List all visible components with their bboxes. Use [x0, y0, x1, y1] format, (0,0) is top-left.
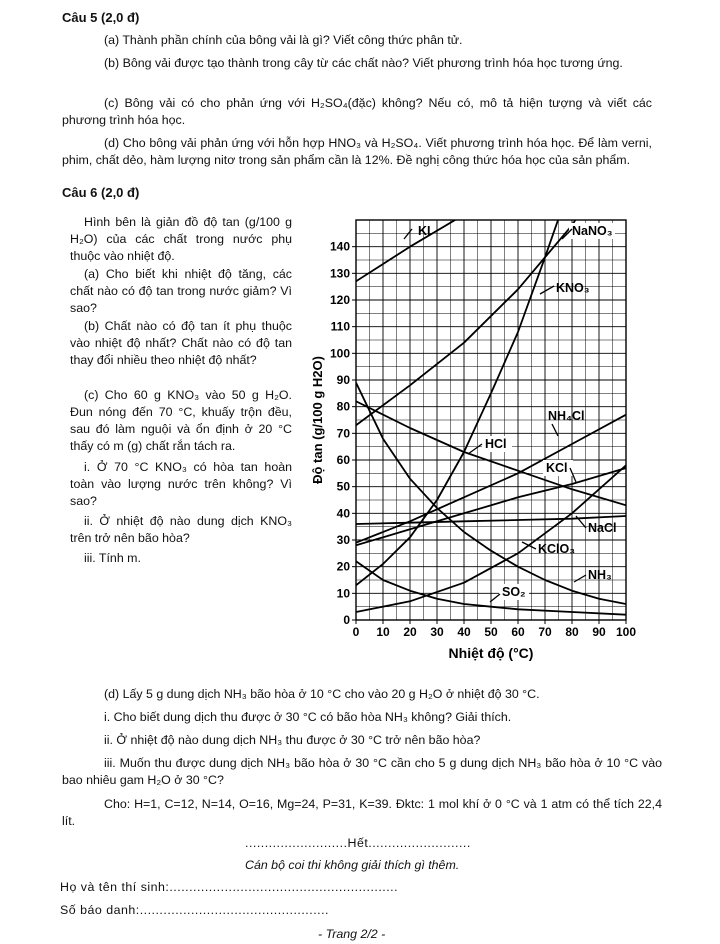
- series-hcl-pointer: [468, 444, 482, 454]
- q6-part-c-ii: ii. Ở nhiệt độ nào dung dịch KNO₃ trên trở nên bão hòa?: [70, 514, 292, 545]
- x-tick-label: 40: [457, 625, 471, 639]
- series-nh3-label: NH₃: [588, 568, 612, 582]
- q5-part-d: (d) Cho bông vải phản ứng với hỗn hợp HNO₃ và H₂SO₄. Viết phương trình hóa học. Để làm verni, phim, chất dẻo, hàm lượng nitơ trong sản phẩm cần là 12%. Đề nghị công thức hóa học của sản phẩm.: [62, 136, 652, 167]
- series-nh4cl-label: NH₄Cl: [548, 409, 585, 423]
- y-tick-label: 100: [329, 346, 350, 361]
- q5-title: Câu 5 (2,0 đ): [62, 10, 140, 25]
- series-nacl-label: NaCl: [588, 521, 617, 535]
- series-nh3-pointer: [574, 575, 586, 582]
- x-tick-label: 60: [511, 625, 525, 639]
- y-axis-label: Độ tan (g/100 g H2O): [310, 356, 325, 484]
- y-tick-label: 130: [329, 266, 350, 281]
- proctor-note: Cán bộ coi thi không giải thích gì thêm.: [245, 858, 460, 872]
- series-kno3-label: KNO₃: [556, 281, 590, 295]
- q6-part-d-ii: ii. Ở nhiệt độ nào dung dịch NH₃ thu được ở 30 °C trở nên bão hòa?: [104, 733, 481, 747]
- q5-part-b: (b) Bông vải được tạo thành trong cây từ các chất nào? Viết phương trình hóa học tương ứng.: [104, 56, 623, 70]
- q6-part-c-iii: iii. Tính m.: [84, 551, 141, 565]
- given-data: Cho: H=1, C=12, N=14, O=16, Mg=24, P=31, K=39. Đktc: 1 mol khí ở 0 °C và 1 atm có thể tích 22,4 lít.: [62, 797, 662, 828]
- y-tick-label: 120: [329, 293, 350, 307]
- y-tick-label: 60: [336, 453, 350, 467]
- q5-part-a: (a) Thành phần chính của bông vải là gì? Viết công thức phân tử.: [104, 33, 463, 47]
- series-ki-pointer: [404, 229, 412, 239]
- series-kno3-pointer: [540, 286, 554, 294]
- y-tick-label: 20: [336, 559, 350, 574]
- series-kcl-label: KCl: [546, 461, 568, 475]
- y-tick-label: 80: [336, 399, 350, 414]
- q6-part-b: (b) Chất nào có độ tan ít phụ thuộc vào nhiệt độ nhất? Chất nào có độ tan thay đổi nhiều theo nhiệt độ nhất?: [70, 319, 292, 367]
- q6-part-c: (c) Cho 60 g KNO₃ vào 50 g H₂O. Đun nóng đến 70 °C, khuấy trộn đều, sau đó làm nguội và ổn định ở 20 °C thấy có m (g) chất rắn tách ra.: [70, 388, 292, 453]
- q5-part-c: (c) Bông vải có cho phản ứng với H₂SO₄(đặc) không? Nếu có, mô tả hiện tượng và viết các phương trình hóa học.: [62, 96, 652, 127]
- x-tick-label: 30: [430, 625, 444, 639]
- y-tick-label: 140: [329, 239, 350, 254]
- series-ki-label: KI: [418, 224, 431, 238]
- x-tick-label: 70: [538, 625, 552, 639]
- q6-part-c-i: i. Ở 70 °C KNO₃ có hòa tan hoàn toàn vào lượng nước trên không? Vì sao?: [70, 460, 292, 508]
- q6-part-a: (a) Cho biết khi nhiệt độ tăng, các chất nào có độ tan trong nước giảm? Vì sao?: [70, 267, 292, 315]
- y-tick-label: 70: [336, 426, 350, 441]
- q6-intro: Hình bên là giản đồ độ tan (g/100 g H₂O) của các chất trong nước phụ thuộc vào nhiệt độ.: [70, 215, 292, 263]
- q6-title: Câu 6 (2,0 đ): [62, 185, 140, 200]
- y-tick-label: 50: [336, 479, 350, 494]
- page-number: - Trang 2/2 -: [318, 927, 386, 941]
- end-marker: ..........................Hết..........................: [245, 836, 471, 850]
- y-tick-label: 40: [336, 506, 350, 521]
- x-tick-label: 80: [565, 625, 579, 639]
- x-tick-label: 10: [376, 625, 390, 639]
- x-tick-label: 100: [615, 625, 637, 639]
- series-so2-pointer: [490, 594, 500, 602]
- y-tick-label: 90: [336, 373, 350, 387]
- y-tick-label: 30: [336, 533, 350, 547]
- x-tick-label: 50: [484, 625, 498, 639]
- y-tick-label: 110: [330, 319, 350, 334]
- q6-part-d-i: i. Cho biết dung dịch thu được ở 30 °C có bão hòa NH₃ không? Giải thích.: [104, 710, 512, 724]
- y-tick-label: 0: [343, 613, 350, 627]
- x-axis-label: Nhiệt độ (°C): [448, 645, 534, 661]
- y-tick-label: 10: [336, 586, 350, 601]
- x-tick-label: 90: [592, 625, 606, 639]
- series-so2-label: SO₂: [502, 585, 526, 599]
- candidate-name-field: Họ và tên thí sinh:..........................................................: [60, 880, 399, 894]
- x-tick-label: 0: [352, 625, 360, 639]
- q6-part-d-iii: iii. Muốn thu được dung dịch NH₃ bão hòa ở 30 °C cần cho 5 g dung dịch NH₃ bão hòa ở 10 °C vào bao nhiêu gam H₂O ở 30 °C?: [62, 756, 662, 787]
- series-nh4cl-pointer: [552, 424, 558, 436]
- series-nano3-label: NaNO₃: [572, 224, 613, 238]
- solubility-chart: [300, 210, 640, 665]
- series-hcl-label: HCl: [485, 437, 507, 451]
- x-tick-label: 20: [403, 625, 417, 639]
- series-kclo3-label: KClO₃: [538, 542, 576, 556]
- candidate-id-field: Số báo danh:................................................: [60, 903, 329, 917]
- q6-part-d: (d) Lấy 5 g dung dịch NH₃ bão hòa ở 10 °C cho vào 20 g H₂O ở nhiệt độ 30 °C.: [104, 687, 540, 701]
